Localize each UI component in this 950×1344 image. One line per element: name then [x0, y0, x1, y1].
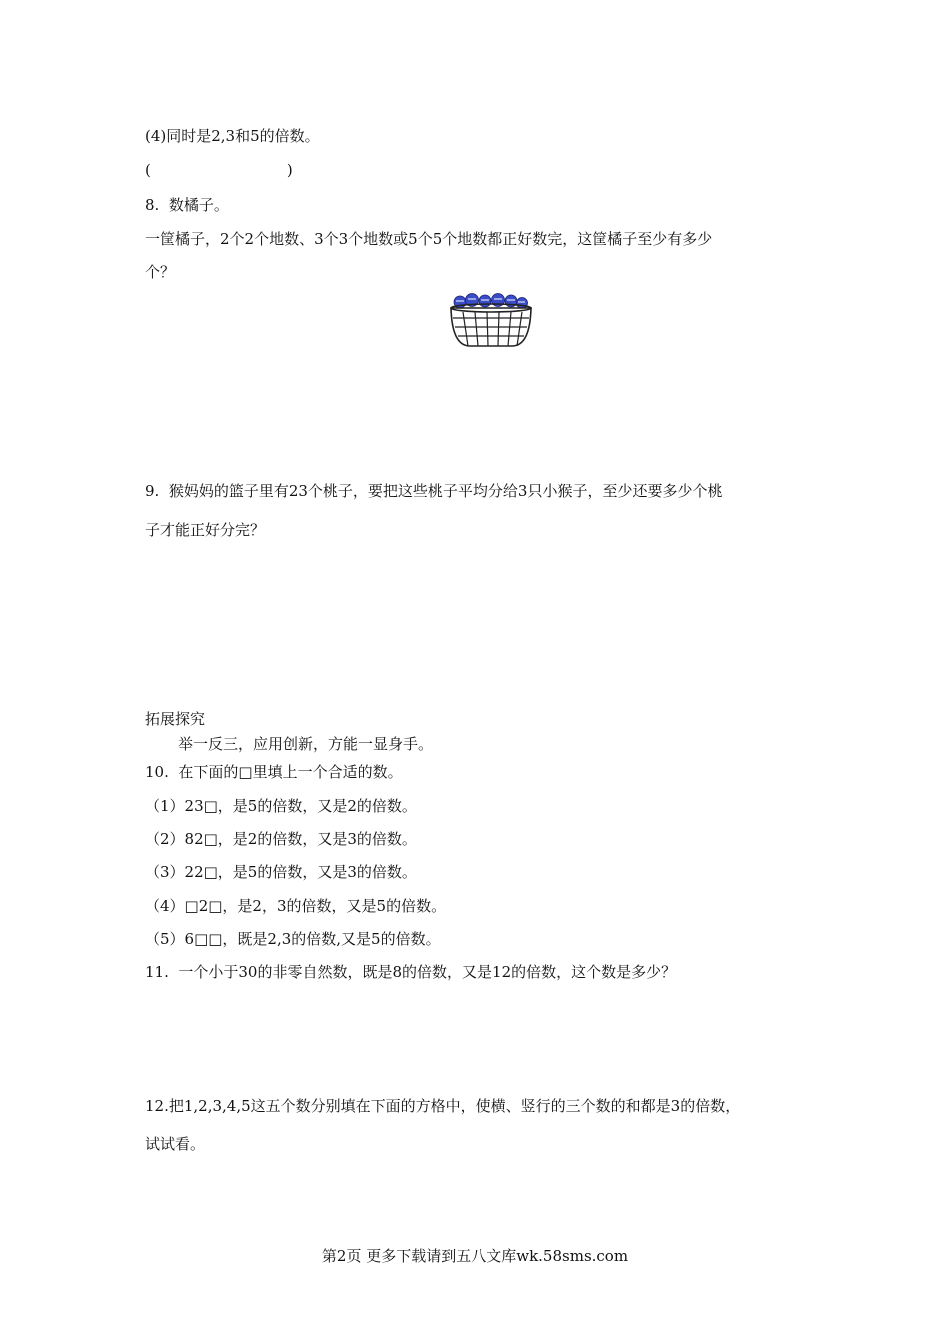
paren-open: (	[145, 161, 151, 179]
question-9-text-line-2: 子才能正好分完？	[145, 521, 266, 539]
question-8-title: 8. 数橘子。	[145, 196, 229, 214]
question-10-title: 10. 在下面的□里填上一个合适的数。	[145, 763, 403, 781]
question-12-line-1: 12.把1,2,3,4,5这五个数分别填在下面的方格中，使横、竖行的三个数的和都是3的倍数，	[145, 1097, 741, 1115]
page-footer: 第2页 更多下载请到五八文库wk.58sms.com	[321, 1247, 629, 1265]
question-10-item-4: （4）□2□，是2，3的倍数，又是5的倍数。	[145, 897, 447, 915]
question-10-item-3: （3）22□，是5的倍数，又是3的倍数。	[145, 863, 417, 881]
question-8-text-line-2: 个？	[145, 263, 176, 281]
question-10-item-5: （5）6□□，既是2,3的倍数,又是5的倍数。	[145, 930, 441, 948]
question-10-item-1: （1）23□，是5的倍数，又是2的倍数。	[145, 797, 417, 815]
question-9-text-line-1: 9. 猴妈妈的篮子里有23个桃子，要把这些桃子平均分给3只小猴子，至少还要多少个桃	[145, 482, 723, 500]
question-11: 11. 一个小于30的非零自然数，既是8的倍数，又是12的倍数，这个数是多少？	[145, 963, 677, 981]
question-7-4: (4)同时是2,3和5的倍数。	[145, 127, 320, 145]
question-12-line-2: 试试看。	[145, 1135, 206, 1153]
question-10-item-2: （2）82□，是2的倍数，又是3的倍数。	[145, 830, 417, 848]
orange-basket-icon	[448, 292, 534, 348]
answer-blank	[145, 160, 293, 180]
question-8-text-line-1: 一筐橘子，2个2个地数、3个3个地数或5个5个地数都正好数完，这筐橘子至少有多少	[145, 230, 713, 248]
paren-close: )	[286, 161, 293, 179]
section-title: 拓展探究	[145, 710, 206, 728]
section-subtitle: 举一反三，应用创新，方能一显身手。	[178, 735, 434, 753]
